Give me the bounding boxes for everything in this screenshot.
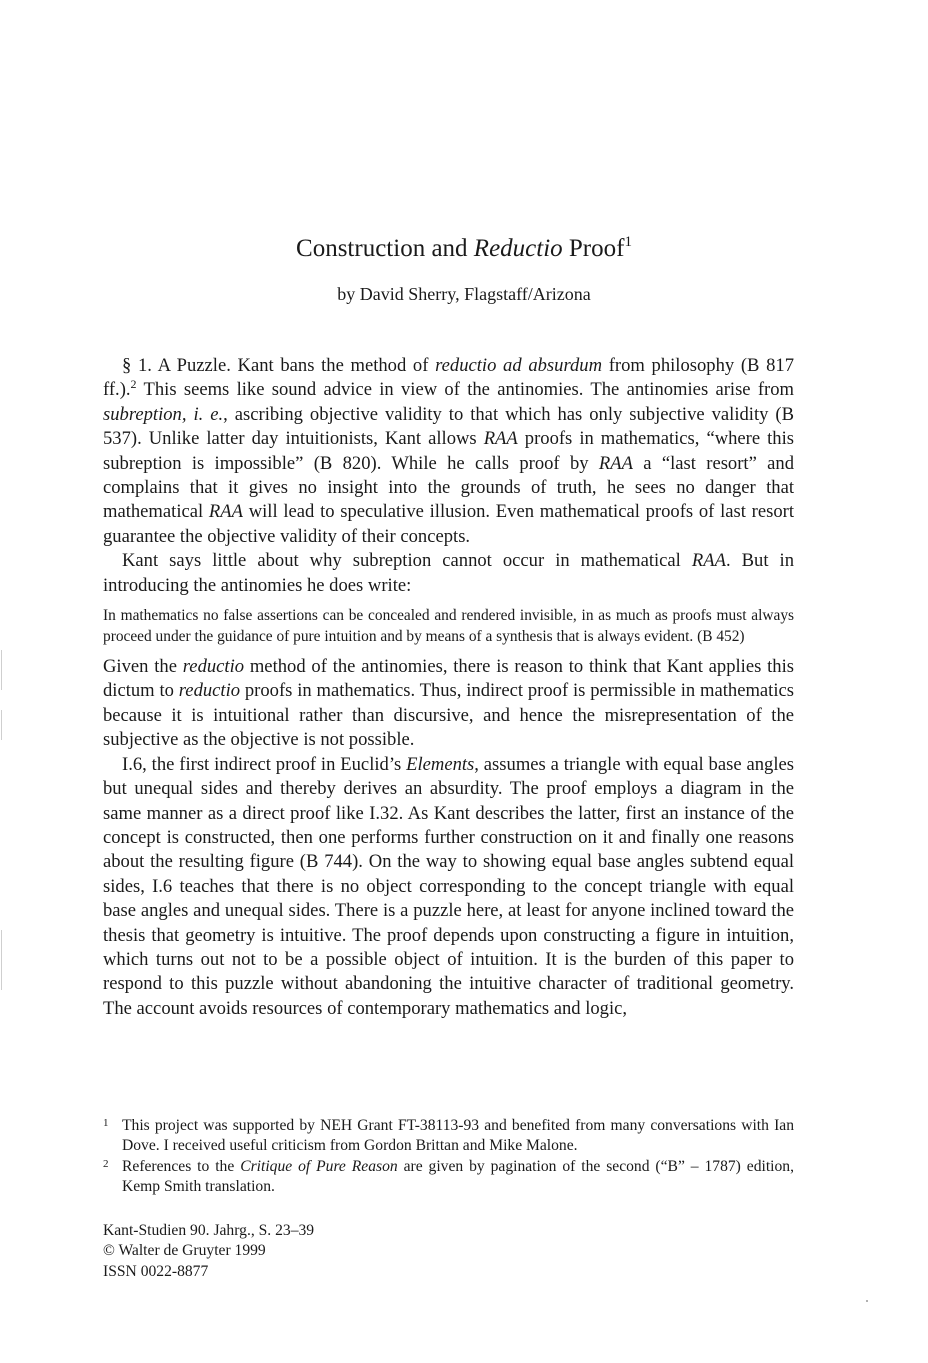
journal-info xyxy=(103,1221,503,1282)
italic-run: RAA xyxy=(598,452,633,474)
text-run: § 1. A Puzzle. Kant bans the method of xyxy=(122,355,436,376)
text-run: , assumes a triangle with equal base angles but unequal sides and thereby derives an absurdity. The proof employs a diagram in the same manner as a direct proof like I.32. As Kant describes the latter, first an instance of the concept is constructed, then one performs further construction on it and finally one reasons about the resulting figure (B 744). On the way to showing equal base angles subtend equal sides, I.6 teaches that there is no object corresponding to the concept triangle with equal base angles and unequal sides. There is a puzzle here, at least for anyone inclined toward the thesis that geometry is intuitive. The proof depends upon constructing a figure in intuition, which turns out not to be a possible object of intuition. It is the burden of this paper to respond to this puzzle without abandoning the intuitive character of traditional geometry. The account avoids resources of contemporary mathematics and logic, xyxy=(103,753,794,1019)
text-run: I.6, the first indirect proof in Euclid’s xyxy=(122,753,407,775)
text-run: , ascribing objective validity to that which has only subjective validity (B 537). Unlike latter day intuitionists, Kant allows xyxy=(103,403,794,450)
title-text-end: Proof xyxy=(562,235,625,262)
scan-edge-mark xyxy=(1,930,2,990)
article-body xyxy=(103,354,794,1021)
italic-run: RAA xyxy=(691,550,726,572)
footnote-text: are given by pagination of the second (“B” – 1787) edition, Kemp Smith translation. xyxy=(122,1157,794,1195)
italic-run: reductio ad absurdum xyxy=(435,355,603,376)
italic-run: Elements xyxy=(406,753,475,775)
text-run: Given the xyxy=(103,656,183,678)
issn-line: ISSN 0022-8877 xyxy=(103,1262,209,1280)
journal-citation: Kant-Studien 90. Jahrg., S. 23–39 xyxy=(103,1222,315,1239)
article-title xyxy=(0,226,928,265)
footnotes xyxy=(103,1116,794,1197)
paragraph-3 xyxy=(103,655,794,753)
footnote-1 xyxy=(103,1116,794,1157)
text-run: proofs in mathematics. Thus, indirect proof is permissible in mathematics because it is intuitional rather than discursive, and hence the misrepresentation of the subjective as the objective is not possible. xyxy=(103,680,794,751)
scan-edge-mark xyxy=(1,650,2,690)
footnote-marker: 2 xyxy=(130,377,137,392)
paragraph-2 xyxy=(103,549,794,598)
text-run: method of the antinomies, there is reason to think that Kant applies this dictum to xyxy=(103,656,795,702)
italic-run: RAA xyxy=(483,428,518,450)
text-run: will lead to speculative illusion. Even mathematical proofs of last resort guarantee the objective validity of their concepts. xyxy=(103,501,794,547)
title-text: Construction and xyxy=(296,235,474,262)
text-run: from philosophy (B 817 ff.). xyxy=(103,355,795,401)
footnote-number: 1 xyxy=(103,1117,109,1129)
author-byline: by David Sherry, Flagstaff/Arizona xyxy=(337,284,591,304)
paragraph-4 xyxy=(103,753,794,1021)
text-run: a “last resort” and complains that it gives no insight into the grounds of truth, he sees no danger that mathematical xyxy=(103,452,795,523)
scan-edge-mark xyxy=(1,710,2,740)
text-run: This seems like sound advice in view of the antinomies. The antinomies arise from xyxy=(136,379,794,401)
title-italic: Reductio xyxy=(473,235,563,262)
footnote-text: References to the xyxy=(122,1157,241,1175)
italic-run: reductio xyxy=(178,680,241,702)
italic-run: subreption, i. e. xyxy=(103,403,224,425)
text-run: . But in introducing the antinomies he does write: xyxy=(103,550,794,596)
paragraph-1 xyxy=(103,354,794,549)
italic-run: RAA xyxy=(208,501,243,523)
footnote-text: This project was supported by NEH Grant FT-38113-93 and benefited from many conversations with Ian Dove. I received useful criticism from Gordon Brittan and Mike Malone. xyxy=(122,1117,794,1155)
scan-speck xyxy=(866,1300,868,1302)
text-run: proofs in mathematics, “where this subreption is impossible” (B 820). While he calls proof by xyxy=(103,428,794,474)
italic-run: reductio xyxy=(182,656,245,678)
text-run: Kant says little about why subreption cannot occur in mathematical xyxy=(122,550,692,572)
title-footnote-marker: 1 xyxy=(624,234,632,250)
italic-run: Critique of Pure Reason xyxy=(240,1157,398,1175)
block-quote: In mathematics no false assertions can be concealed and rendered invisible, in as much as proofs must always proceed under the guidance of pure intuition and by means of a synthesis that is always evident. (B 452) xyxy=(103,607,794,645)
footnote-number: 2 xyxy=(103,1157,109,1170)
footnote-2 xyxy=(103,1157,794,1198)
copyright-line: © Walter de Gruyter 1999 xyxy=(103,1242,266,1260)
